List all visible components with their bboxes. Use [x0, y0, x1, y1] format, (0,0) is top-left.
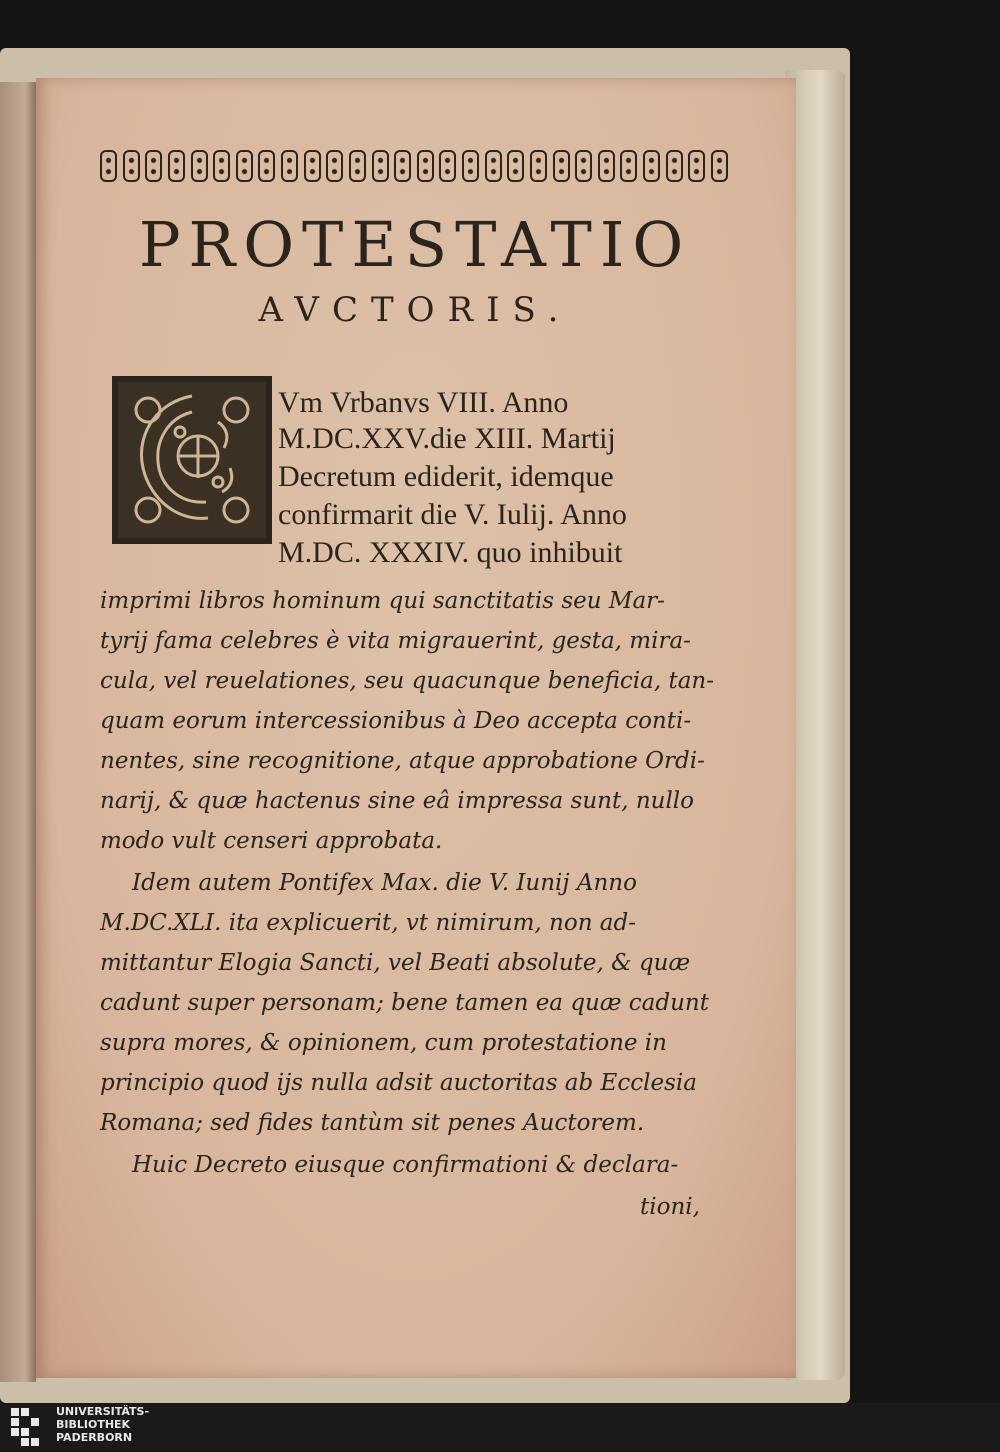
ornament-unit — [666, 150, 683, 182]
library-logo-icon — [8, 1404, 48, 1448]
ornament-unit — [530, 150, 547, 182]
text-line: Romana; sed fides tantùm sit penes Auctorem. — [100, 1110, 645, 1136]
ornament-unit — [349, 150, 366, 182]
ornament-unit — [304, 150, 321, 182]
ornament-unit — [236, 150, 253, 182]
ornament-unit — [100, 150, 117, 182]
text-line: mittantur Elogia Sancti, vel Beati absolute, & quæ — [100, 950, 691, 976]
text-line: imprimi libros hominum qui sanctitatis seu Mar- — [100, 588, 665, 614]
text-line: Vm Vrbanvs VIII. Anno — [278, 386, 569, 419]
library-name-line: PADERBORN — [56, 1431, 133, 1444]
text-line: cadunt super personam; bene tamen ea quæ cadunt — [100, 990, 709, 1016]
ornament-unit — [711, 150, 728, 182]
text-line: supra mores, & opinionem, cum protestatione in — [100, 1030, 667, 1056]
ornament-unit — [439, 150, 456, 182]
ornament-unit — [688, 150, 705, 182]
ornament-unit — [281, 150, 298, 182]
decorated-initial-c — [112, 376, 272, 544]
ornament-unit — [123, 150, 140, 182]
text-line: modo vult censeri approbata. — [100, 828, 443, 854]
text-line: M.DC.XXV.die XIII. Martij — [278, 422, 616, 455]
text-line: principio quod ijs nulla adsit auctoritas ab Ecclesia — [100, 1070, 697, 1096]
ornament-unit — [191, 150, 208, 182]
text-line: cula, vel reuelationes, seu quacunque beneficia, tan- — [100, 668, 715, 694]
ornament-unit — [462, 150, 479, 182]
library-name — [56, 1405, 149, 1444]
ornament-unit — [394, 150, 411, 182]
decorated-initial-icon — [118, 382, 266, 538]
library-name-line: UNIVERSITÄTS- — [56, 1405, 150, 1418]
ornament-unit — [643, 150, 660, 182]
text-line: Decretum ediderit, idemque — [278, 460, 614, 493]
ornament-unit — [213, 150, 230, 182]
text-line: M.DC.XLI. ita explicuerit, vt nimirum, non ad- — [100, 910, 637, 936]
ornamental-band — [100, 146, 728, 186]
page-subtitle: AVCTORIS. — [258, 290, 572, 330]
text-line: M.DC. XXXIV. quo inhibuit — [278, 536, 623, 569]
ornament-unit — [553, 150, 570, 182]
ornament-unit — [258, 150, 275, 182]
ornament-unit — [507, 150, 524, 182]
text-line: quam eorum intercessionibus à Deo accepta conti- — [100, 708, 692, 734]
ornament-unit — [598, 150, 615, 182]
ornament-unit — [575, 150, 592, 182]
text-line: confirmarit die V. Iulij. Anno — [278, 498, 627, 531]
page-title: PROTESTATIO — [138, 208, 692, 281]
ornament-unit — [485, 150, 502, 182]
text-line: Huic Decreto eiusque confirmationi & declara- — [132, 1152, 679, 1178]
library-footer — [0, 1403, 1000, 1452]
ornament-unit — [620, 150, 637, 182]
text-line: narij, & quæ hactenus sine eâ impressa sunt, nullo — [100, 788, 695, 814]
library-name-line: BIBLIOTHEK — [56, 1418, 131, 1431]
text-line: nentes, sine recognitione, atque approbatione Ordi- — [100, 748, 705, 774]
ornament-unit — [372, 150, 389, 182]
ornament-unit — [326, 150, 343, 182]
ornament-unit — [417, 150, 434, 182]
text-line: tyrij fama celebres è vita migrauerint, gesta, mira- — [100, 628, 691, 654]
ornament-unit — [168, 150, 185, 182]
text-line: Idem autem Pontifex Max. die V. Iunij Anno — [132, 870, 637, 896]
ornament-unit — [145, 150, 162, 182]
catchword: tioni, — [640, 1194, 700, 1220]
